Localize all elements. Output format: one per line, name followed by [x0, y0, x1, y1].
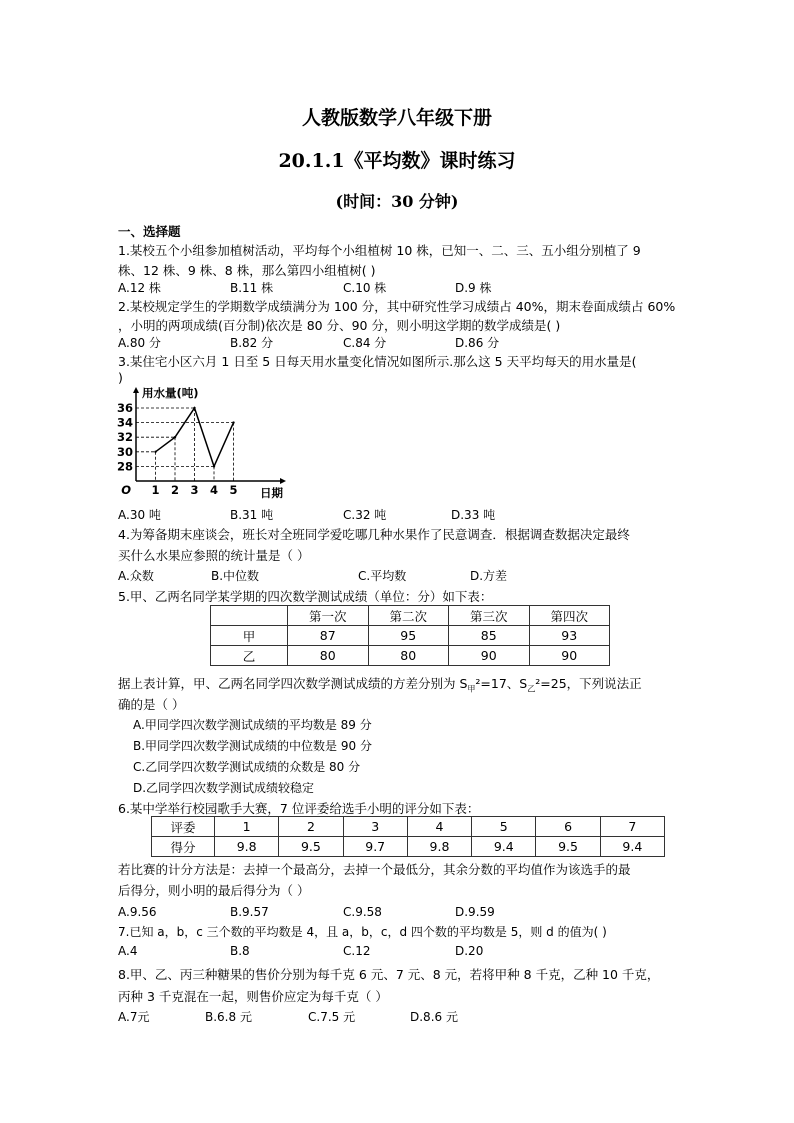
q7-option-a: A.4 [118, 944, 138, 958]
table-cell: 3 [343, 817, 407, 837]
q6-option-b: B.9.57 [230, 905, 269, 919]
data-point [193, 407, 195, 409]
table-cell: 评委 [152, 817, 215, 837]
x-tick-label: 2 [170, 483, 180, 497]
q2-option-b: B.82 分 [230, 336, 274, 350]
x-axis-arrow [280, 478, 286, 484]
question-1-line-2: 株、12 株、9 株、8 株，那么第四小组植树( ) [118, 263, 376, 278]
table-cell: 第一次 [288, 606, 369, 626]
q4-option-d: D.方差 [470, 569, 508, 583]
score-table-q6 [151, 816, 665, 857]
question-2-line-2: ，小明的两项成绩(百分制)依次是 80 分、90 分，则小明这学期的数学成绩是( ) [118, 318, 561, 333]
table-cell [211, 606, 288, 626]
table-cell: 甲 [211, 626, 288, 646]
question-8-line-1: 8.甲、乙、丙三种糖果的售价分别为每千克 6 元、7 元、8 元，若将甲种 8 千克，乙种 10 千克， [118, 967, 660, 982]
x-tick-label: 3 [190, 483, 199, 497]
question-5-after-line-1 [118, 674, 642, 695]
x-tick-label: 1 [151, 483, 160, 497]
table-cell: 9.7 [343, 837, 407, 857]
table-row [211, 646, 610, 666]
table-cell: 87 [288, 626, 369, 646]
x-tick-label: 4 [209, 483, 219, 497]
q7-option-d: D.20 [455, 944, 484, 958]
table-header-row [152, 817, 665, 837]
data-point [232, 421, 234, 423]
q2-option-a: A.80 分 [118, 336, 161, 350]
question-5-after-line-2: 确的是（ ） [118, 697, 185, 712]
table-cell: 80 [368, 646, 449, 666]
y-axis-label: 用水量(吨) [142, 386, 199, 400]
time-limit: (时间：30 分钟) [335, 192, 459, 211]
table-cell: 9.8 [407, 837, 471, 857]
water-usage-chart [112, 383, 302, 505]
data-point [154, 451, 156, 453]
text-segment: ²=25，下列说法正 [535, 676, 642, 691]
q3-option-b: B.31 吨 [230, 508, 274, 522]
subscript: 乙 [527, 684, 536, 694]
table-cell: 9.8 [215, 837, 279, 857]
q1-option-c: C.10 株 [343, 281, 387, 295]
table-cell: 9.4 [600, 837, 664, 857]
page-subtitle: 20.1.1《平均数》课时练习 [278, 150, 516, 172]
table-cell: 乙 [211, 646, 288, 666]
origin-label: O [121, 483, 131, 497]
q5-option-b: B.甲同学四次数学测试成绩的中位数是 90 分 [133, 739, 372, 753]
question-7-line-1: 7.已知 a，b，c 三个数的平均数是 4，且 a，b，c，d 四个数的平均数是 5，则 d 的值为( ) [118, 925, 607, 939]
table-cell: 2 [279, 817, 343, 837]
table-header-row [211, 606, 610, 626]
x-axis-label: 日期 [260, 486, 283, 500]
q8-option-b: B.6.8 元 [205, 1010, 252, 1024]
y-axis-arrow [133, 387, 139, 393]
q7-option-b: B.8 [230, 944, 250, 958]
table-cell: 95 [368, 626, 449, 646]
score-table-q5 [210, 605, 610, 666]
table-cell: 得分 [152, 837, 215, 857]
q1-option-b: B.11 株 [230, 281, 274, 295]
q1-option-d: D.9 株 [455, 281, 492, 295]
table-cell: 第二次 [368, 606, 449, 626]
y-tick-label: 32 [116, 430, 133, 445]
table-row [211, 626, 610, 646]
question-4-line-2: 买什么水果应参照的统计量是（ ） [118, 548, 310, 563]
question-3-line-2: ) [118, 370, 123, 385]
table-cell: 4 [407, 817, 471, 837]
table-cell: 7 [600, 817, 664, 837]
question-2-line-1: 2.某校规定学生的学期数学成绩满分为 100 分，其中研究性学习成绩占 40%，期末卷面成绩占 60% [118, 299, 676, 314]
page-title: 人教版数学八年级下册 [301, 107, 492, 129]
table-cell: 85 [449, 626, 530, 646]
q5-option-d: D.乙同学四次数学测试成绩较稳定 [133, 781, 315, 795]
q8-option-a: A.7元 [118, 1010, 150, 1024]
q6-option-c: C.9.58 [343, 905, 382, 919]
table-row [152, 837, 665, 857]
table-cell: 90 [449, 646, 530, 666]
data-point [174, 436, 176, 438]
table-cell: 第三次 [449, 606, 530, 626]
table-cell: 93 [529, 626, 610, 646]
q4-option-b: B.中位数 [211, 569, 260, 583]
table-cell: 6 [536, 817, 600, 837]
table-cell: 第四次 [529, 606, 610, 626]
section-heading: 一、选择题 [118, 224, 181, 239]
y-tick-label: 28 [116, 459, 133, 474]
question-1-line-1: 1.某校五个小组参加植树活动，平均每个小组植树 10 株，已知一、二、三、五小组分别植了 9 [118, 243, 641, 258]
question-5-line-1: 5.甲、乙两名同学某学期的四次数学测试成绩（单位：分）如下表： [118, 589, 493, 604]
table-cell: 9.4 [472, 837, 536, 857]
question-6-after-line-1: 若比赛的计分方法是：去掉一个最高分，去掉一个最低分，其余分数的平均值作为该选手的最 [118, 862, 631, 877]
table-cell: 9.5 [536, 837, 600, 857]
table-cell: 9.5 [279, 837, 343, 857]
subscript: 甲 [467, 684, 476, 694]
question-4-line-1: 4.为筹备期末座谈会，班长对全班同学爱吃哪几种水果作了民意调查．根据调查数据决定最终 [118, 527, 630, 542]
data-point [213, 465, 215, 467]
q6-option-a: A.9.56 [118, 905, 157, 919]
q3-option-c: C.32 吨 [343, 508, 387, 522]
y-tick-label: 36 [116, 401, 133, 415]
text-segment: 据上表计算，甲、乙两名同学四次数学测试成绩的方差分别为 S [118, 676, 468, 691]
q6-option-d: D.9.59 [455, 905, 495, 919]
q4-option-a: A.众数 [118, 569, 154, 583]
q8-option-d: D.8.6 元 [410, 1010, 458, 1024]
y-tick-label: 34 [116, 415, 133, 430]
y-tick-label: 30 [116, 444, 133, 459]
table-cell: 90 [529, 646, 610, 666]
q2-option-d: D.86 分 [455, 336, 500, 350]
q5-option-a: A.甲同学四次数学测试成绩的平均数是 89 分 [133, 718, 372, 732]
x-tick-label: 5 [229, 483, 238, 497]
q1-option-a: A.12 株 [118, 281, 161, 295]
question-8-line-2: 丙种 3 千克混在一起，则售价应定为每千克（ ） [118, 989, 388, 1004]
table-cell: 80 [288, 646, 369, 666]
table-cell: 5 [472, 817, 536, 837]
q2-option-c: C.84 分 [343, 336, 387, 350]
q3-option-a: A.30 吨 [118, 508, 161, 522]
q4-option-c: C.平均数 [358, 569, 407, 583]
question-6-line-1: 6.某中学举行校园歌手大赛，7 位评委给选手小明的评分如下表： [118, 801, 480, 816]
q8-option-c: C.7.5 元 [308, 1010, 356, 1024]
q3-option-d: D.33 吨 [451, 508, 496, 522]
q7-option-c: C.12 [343, 944, 371, 958]
table-cell: 1 [215, 817, 279, 837]
question-6-after-line-2: 后得分，则小明的最后得分为（ ） [118, 883, 310, 898]
q5-option-c: C.乙同学四次数学测试成绩的众数是 80 分 [133, 760, 361, 774]
question-3-line-1: 3.某住宅小区六月 1 日至 5 日每天用水量变化情况如图所示.那么这 5 天平均每天的用水量是( [118, 354, 637, 369]
text-segment: ²=17、S [475, 676, 528, 691]
